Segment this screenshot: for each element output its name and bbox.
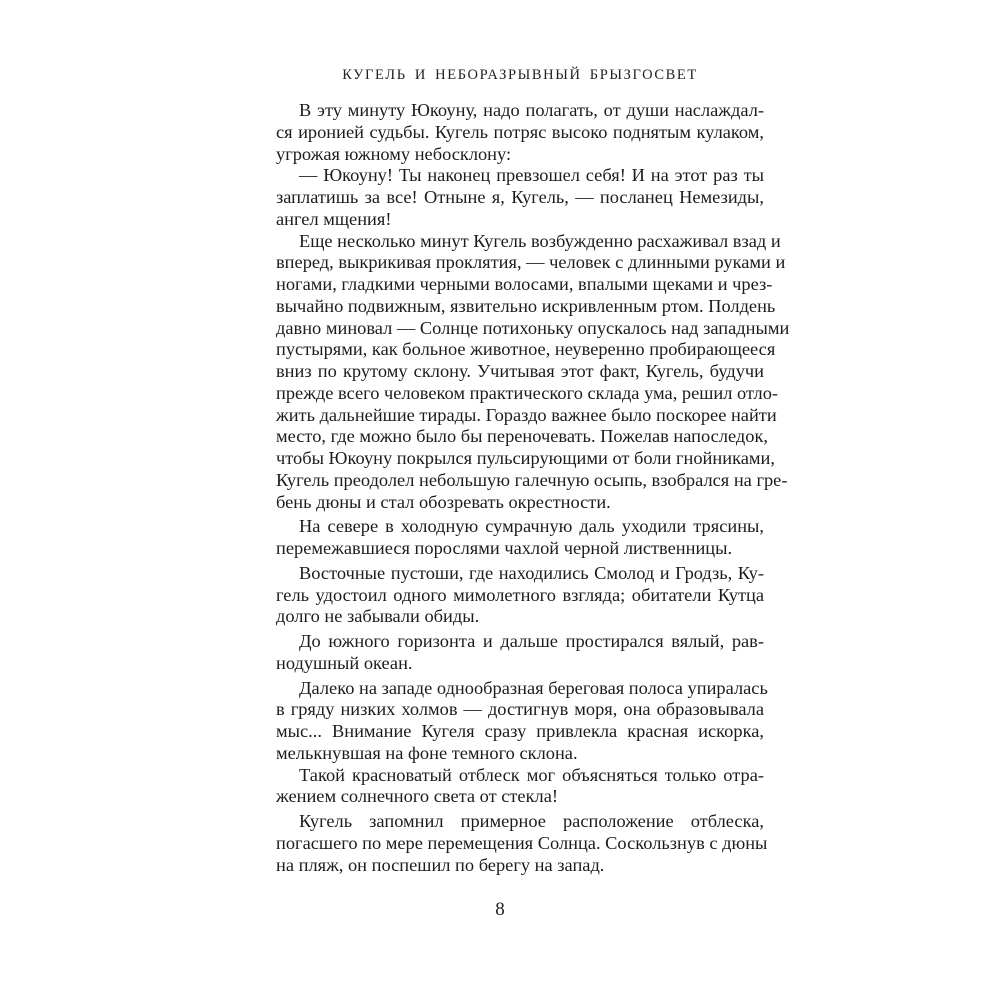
paragraph — [276, 230, 790, 514]
text-line: Кугель запомнил примерное расположение отблеска, — [299, 811, 764, 831]
page-number: 8 — [495, 899, 505, 920]
text-line: жением солнечного света от стекла! — [276, 786, 558, 807]
text-line: вычайно подвижным, язвительно искривленным ртом. Полдень — [276, 295, 776, 316]
text-line: До южного горизонта и дальше простирался вялый, рав- — [299, 631, 764, 651]
text-line: давно миновал — Солнце потихоньку опускалось над западными — [276, 317, 790, 338]
paragraph — [276, 811, 768, 876]
running-head: КУГЕЛЬ И НЕБОРАЗРЫВНЫЙ БРЫЗГОСВЕТ — [342, 67, 698, 83]
text-line: Еще несколько минут Кугель возбужденно расхаживал взад и — [299, 230, 781, 251]
text-line: вниз по крутому склону. Учитывая этот факт, Кугель, будучи — [276, 361, 764, 381]
text-line: на пляж, он поспешил по берегу на запад. — [276, 854, 605, 875]
text-line: ногами, гладкими черными волосами, впалыми щеками и чрез- — [276, 274, 773, 294]
text-line: бень дюны и стал обозревать окрестности. — [276, 491, 611, 512]
text-line: пустырями, как больное животное, неуверенно пробирающееся — [276, 339, 776, 360]
text-line: ангел мщения! — [276, 208, 392, 229]
text-line: вперед, выкрикивая проклятия, — человек с длинными руками и — [276, 252, 786, 273]
text-line: долго не забывали обиды. — [276, 606, 480, 627]
text-line: ся иронией судьбы. Кугель потряс высоко поднятым кулаком, — [276, 121, 764, 142]
body-text — [276, 100, 790, 876]
text-line: В эту минуту Юкоуну, надо полагать, от души наслаждал- — [299, 100, 764, 120]
text-line: мыс... Внимание Кугеля сразу привлекла красная искорка, — [276, 721, 764, 741]
paragraph — [276, 516, 764, 560]
text-line: перемежавшиеся порослями чахлой черной лиственницы. — [276, 538, 733, 558]
paragraph — [276, 677, 768, 765]
text-line: место, где можно было бы переночевать. Пожелав напоследок, — [276, 426, 769, 447]
text-line: прежде всего человеком практического склада ума, решил отло- — [276, 382, 779, 403]
text-line: На севере в холодную сумрачную даль уходили трясины, — [299, 516, 764, 537]
text-line: мелькнувшая на фоне темного склона. — [276, 742, 578, 763]
paragraph — [276, 765, 764, 809]
text-line: угрожая южному небосклону: — [276, 143, 512, 164]
text-line: Кугель преодолел небольшую галечную осыпь, взобрался на гре- — [276, 469, 788, 490]
text-line: — Юкоуну! Ты наконец превзошел себя! И на этот раз ты — [299, 165, 764, 186]
paragraph — [276, 563, 764, 628]
text-line: Восточные пустоши, где находились Смолод и Гродзь, Ку- — [299, 562, 764, 583]
text-line: Далеко на западе однообразная береговая полоса упиралась — [299, 677, 768, 698]
text-line: в гряду низких холмов — достигнув моря, она образовывала — [276, 699, 764, 720]
text-line: нодушный океан. — [276, 652, 413, 673]
text-line: гель удостоил одного мимолетного взгляда; обитатели Кутца — [276, 584, 764, 605]
text-line: Такой красноватый отблеск мог объясняться только отра- — [299, 764, 764, 785]
text-line: жить дальнейшие тирады. Гораздо важнее было поскорее найти — [276, 404, 777, 425]
paragraph — [276, 631, 764, 675]
text-line: чтобы Юкоуну покрылся пульсирующими от боли гнойниками, — [276, 448, 775, 468]
text-line: заплатишь за все! Отныне я, Кугель, — посланец Немезиды, — [276, 187, 764, 207]
paragraph — [276, 165, 764, 230]
text-line: погасшего по мере перемещения Солнца. Соскользнув с дюны — [276, 832, 768, 853]
paragraph — [276, 100, 764, 165]
